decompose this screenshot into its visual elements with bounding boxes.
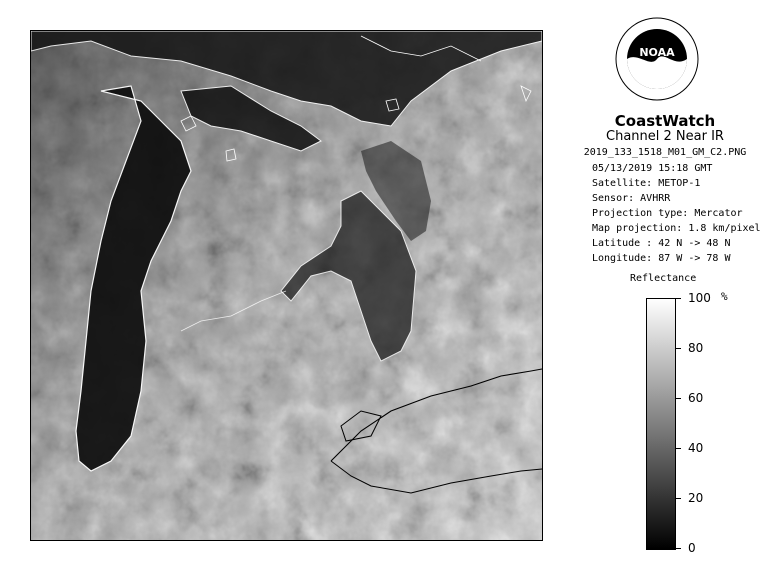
satellite-map	[30, 30, 543, 541]
colorbar-tick	[676, 548, 681, 549]
svg-text:NOAA: NOAA	[639, 46, 675, 59]
file-name: 2019_133_1518_M01_GM_C2.PNG	[583, 147, 747, 158]
colorbar-tick	[676, 448, 681, 449]
colorbar-label: 80	[688, 341, 704, 355]
colorbar-tick	[676, 498, 681, 499]
latitude-range: Latitude : 42 N -> 48 N	[592, 238, 731, 249]
colorbar-label: 0	[688, 541, 696, 555]
longitude-range: Longitude: 87 W -> 78 W	[592, 253, 731, 264]
colorbar-title: Reflectance	[630, 273, 697, 284]
projection-type: Projection type: Mercator	[592, 208, 743, 219]
colorbar-tick	[676, 398, 681, 399]
map-projection: Map projection: 1.8 km/pixel	[592, 223, 761, 234]
date-line: 05/13/2019 15:18 GMT	[592, 163, 713, 174]
colorbar-tick	[676, 348, 681, 349]
noaa-logo	[614, 16, 700, 102]
colorbar-label: 100	[688, 291, 711, 305]
reflectance-colorbar	[646, 298, 676, 550]
colorbar-tick	[676, 298, 681, 299]
product-title: CoastWatch	[614, 112, 716, 130]
channel-subtitle: Channel 2 Near IR	[606, 129, 724, 144]
sensor-info: Sensor: AVHRR	[592, 193, 671, 204]
satellite-info: Satellite: METOP-1	[592, 178, 701, 189]
map-image	[31, 31, 542, 540]
colorbar-unit: %	[721, 290, 728, 303]
colorbar-label: 20	[688, 491, 704, 505]
colorbar-label: 60	[688, 391, 704, 405]
colorbar-label: 40	[688, 441, 704, 455]
info-panel	[560, 0, 782, 572]
